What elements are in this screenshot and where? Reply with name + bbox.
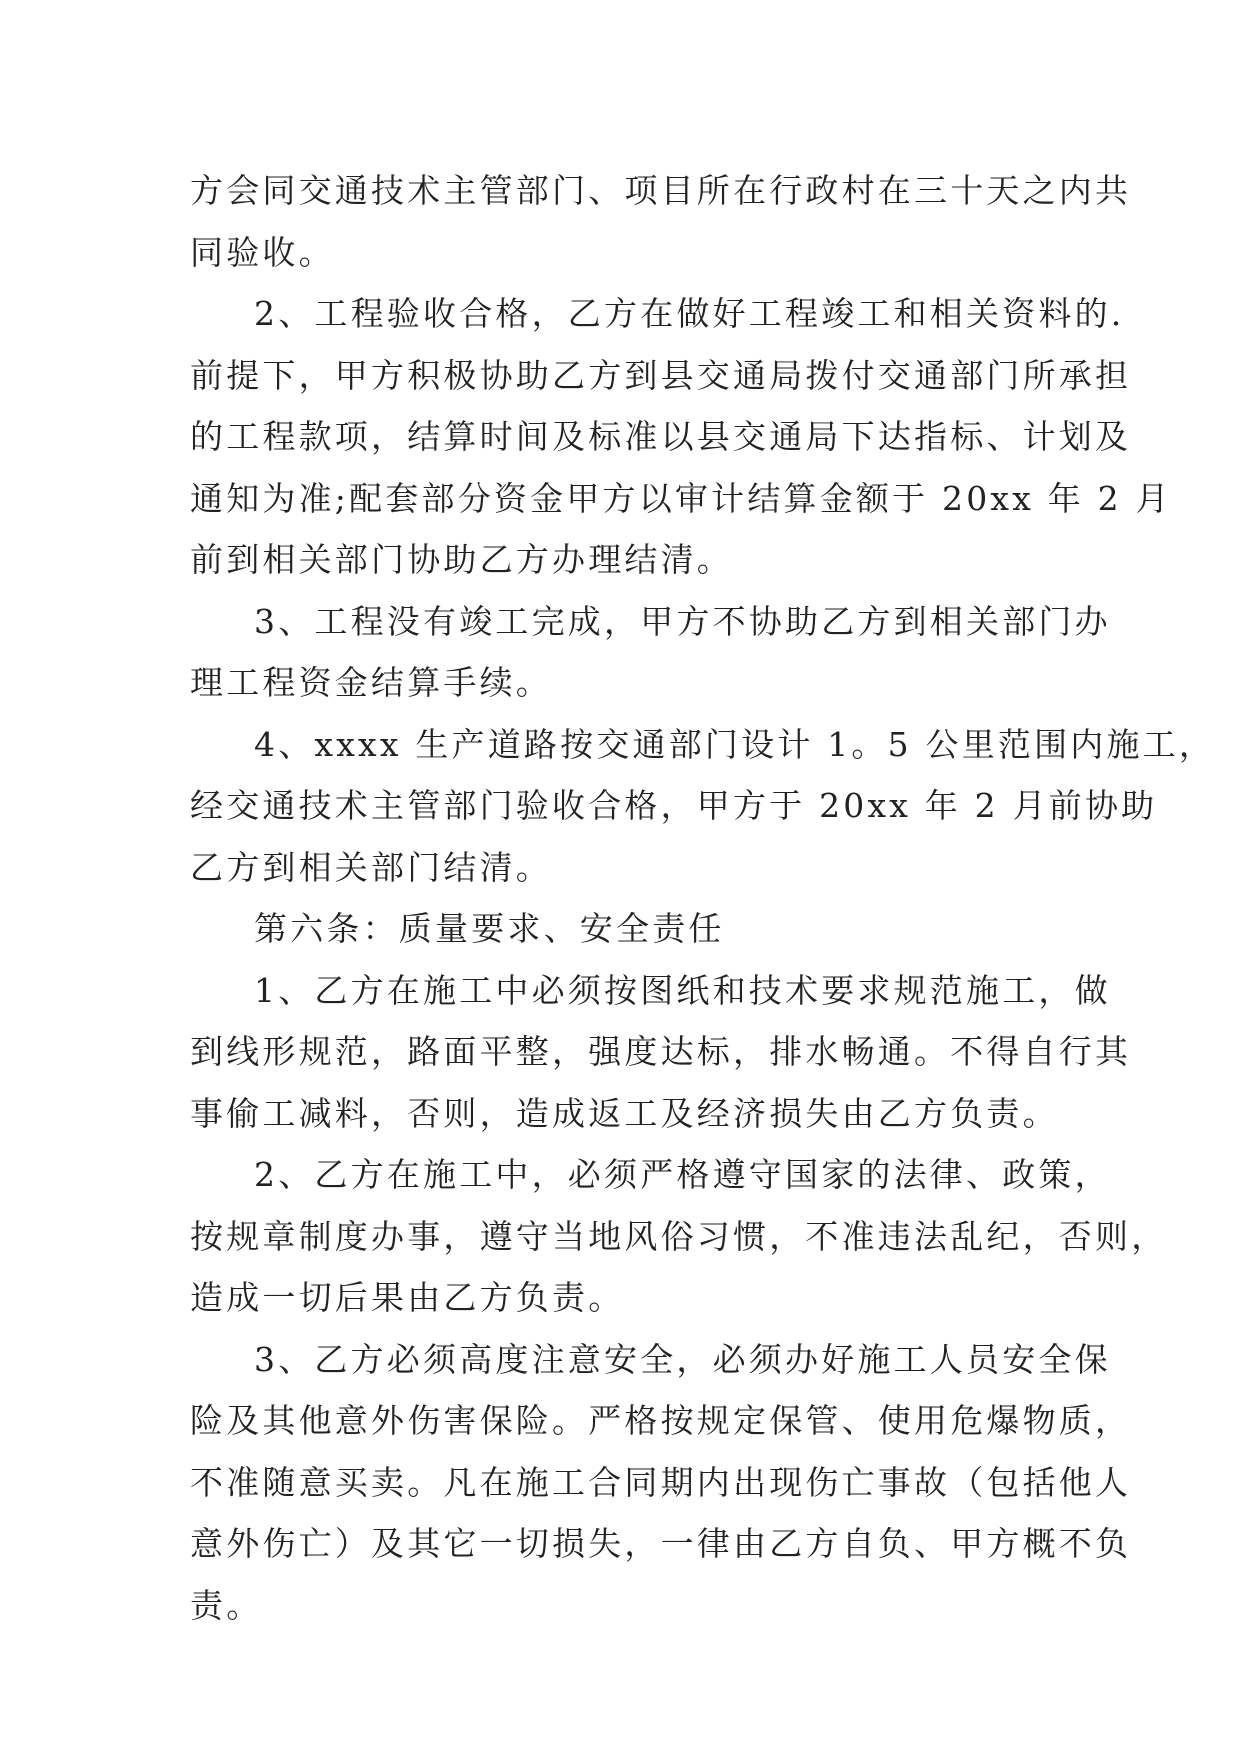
text-line: 3、乙方必须高度注意安全，必须办好施工人员安全保 <box>254 1339 1111 1379</box>
text-line: 1、乙方在施工中必须按图纸和技术要求规范施工，做 <box>254 970 1111 1010</box>
text-line: 按规章制度办事，遵守当地风俗习惯，不准违法乱纪，否则， <box>190 1216 1168 1256</box>
text-line: 险及其他意外伤害保险。严格按规定保管、使用危爆物质， <box>190 1401 1132 1440</box>
text-line: 到线形规范，路面平整，强度达标，排水畅通。不得自行其 <box>190 1032 1132 1071</box>
text-line: 前提下，甲方积极协助乙方到县交通局拨付交通部门所承担 <box>190 355 1132 395</box>
text-line: 通知为准;配套部分资金甲方以审计结算金额于 20xx 年 2 月 <box>190 478 1172 518</box>
text-line: 意外伤亡）及其它一切损失，一律由乙方自负、甲方概不负 <box>190 1524 1132 1563</box>
text-line: 责。 <box>190 1585 263 1625</box>
text-line: 造成一切后果由乙方负责。 <box>190 1278 625 1317</box>
text-line: 2、工程验收合格，乙方在做好工程竣工和相关资料的. <box>254 294 1125 333</box>
text-line: 理工程资金结算手续。 <box>190 663 552 702</box>
section-heading: 第六条：质量要求、安全责任 <box>254 909 725 948</box>
text-line: 3、工程没有竣工完成，甲方不协助乙方到相关部门办 <box>254 601 1111 641</box>
text-line: 4、xxxx 生产道路按交通部门设计 1。5 公里范围内施工， <box>254 724 1216 764</box>
text-line: 同验收。 <box>190 232 335 272</box>
text-line: 事偷工减料，否则，造成返工及经济损失由乙方负责。 <box>190 1093 1059 1133</box>
text-line: 前到相关部门协助乙方办理结清。 <box>190 540 733 579</box>
document-body <box>190 160 1216 1636</box>
text-line: 的工程款项，结算时间及标准以县交通局下达指标、计划及 <box>190 417 1132 456</box>
text-line: 2、乙方在施工中，必须严格遵守国家的法律、政策， <box>254 1155 1111 1194</box>
text-line: 经交通技术主管部门验收合格，甲方于 20xx 年 2 月前协助 <box>190 786 1158 825</box>
text-line: 方会同交通技术主管部门、项目所在行政村在三十天之内共 <box>190 171 1132 210</box>
text-line: 乙方到相关部门结清。 <box>190 847 552 887</box>
text-line: 不准随意买卖。凡在施工合同期内出现伤亡事故（包括他人 <box>190 1462 1132 1502</box>
